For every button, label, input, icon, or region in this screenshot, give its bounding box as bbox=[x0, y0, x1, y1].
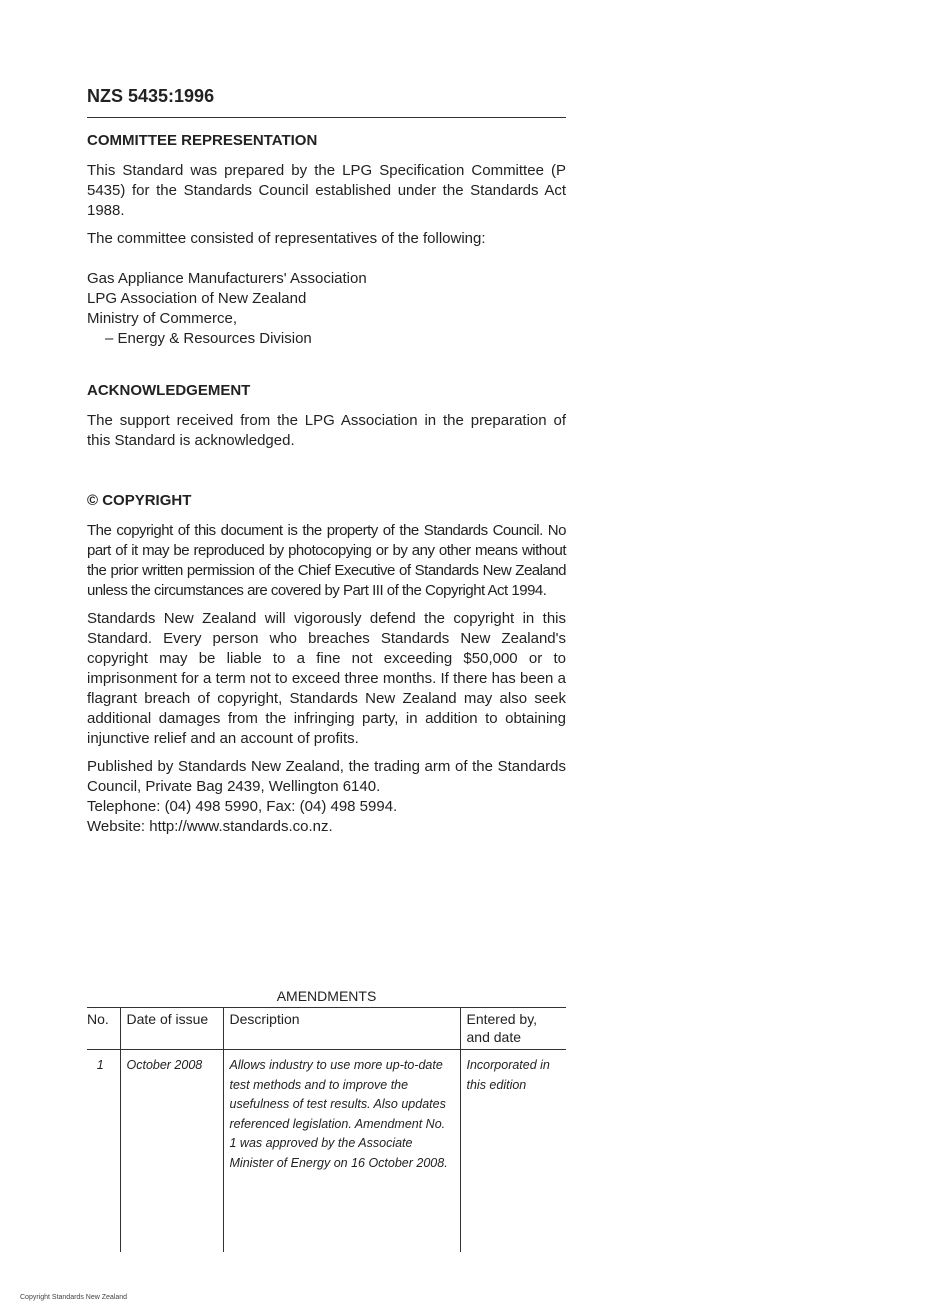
committee-paragraph-2: The committee consisted of representatives of the following: bbox=[87, 230, 486, 247]
acknowledgement-heading: ACKNOWLEDGEMENT bbox=[87, 382, 251, 399]
table-row bbox=[87, 1050, 566, 1253]
column-header-no: No. bbox=[87, 1008, 120, 1050]
committee-org-list bbox=[87, 269, 566, 349]
amendments-table bbox=[87, 1007, 566, 1252]
acknowledgement-section bbox=[87, 381, 566, 451]
copyright-paragraph-1: The copyright of this document is the property of the Standards Council. No part of it may be reproduced by photocopying or by any other means without the prior written permission of the Chief Executive of Standards New Zealand unless the circumstances are covered by Part III of the Copyright Act 1994. bbox=[87, 522, 566, 599]
amendments-header-row bbox=[87, 1008, 566, 1050]
copyright-footer: Copyright Standards New Zealand bbox=[20, 1294, 128, 1301]
copyright-section bbox=[87, 491, 566, 837]
copyright-heading: © COPYRIGHT bbox=[87, 492, 192, 509]
header-rule bbox=[87, 117, 566, 118]
committee-heading: COMMITTEE REPRESENTATION bbox=[87, 132, 318, 149]
amendment-entered: Incorporated in this edition bbox=[460, 1050, 566, 1253]
standard-code: NZS 5435:1996 bbox=[87, 86, 215, 106]
org-item: LPG Association of New Zealand bbox=[87, 290, 307, 307]
copyright-paragraph-2: Standards New Zealand will vigorously defend the copyright in this Standard. Every person who breaches Standards New Zealand's copyright may be liable to a fine not exceeding $50,000 or to imprisonment for a term not to exceed three months. If there has been a flagrant breach of copyright, Standards New Zealand may also seek additional damages from the infringing party, in addition to obtaining injunctive relief and an account of profits. bbox=[87, 610, 566, 747]
org-item: Gas Appliance Manufacturers' Association bbox=[87, 270, 367, 287]
column-header-date: Date of issue bbox=[120, 1008, 223, 1050]
org-sub-item: – Energy & Resources Division bbox=[105, 330, 312, 347]
column-header-description: Description bbox=[223, 1008, 460, 1050]
org-item: Ministry of Commerce, bbox=[87, 310, 238, 327]
amendment-number: 1 bbox=[96, 1058, 104, 1072]
column-header-entered: Entered by, and date bbox=[460, 1008, 566, 1050]
website-text: Website: http://www.standards.co.nz. bbox=[87, 818, 333, 835]
publisher-block bbox=[87, 757, 566, 837]
amendments-title: AMENDMENTS bbox=[276, 988, 377, 1004]
content-column bbox=[87, 131, 566, 837]
telephone-fax-text: Telephone: (04) 498 5990, Fax: (04) 498 5994. bbox=[87, 798, 398, 815]
committee-section bbox=[87, 131, 566, 349]
amendment-date: October 2008 bbox=[120, 1050, 223, 1253]
committee-paragraph-1: This Standard was prepared by the LPG Specification Committee (P 5435) for the Standards Council established under the Standards Act 1988. bbox=[87, 162, 566, 219]
publisher-text: Published by Standards New Zealand, the trading arm of the Standards Council, Private Bag 2439, Wellington 6140. bbox=[87, 758, 566, 795]
amendment-description: Allows industry to use more up-to-date test methods and to improve the usefulness of test results. Also updates referenced legislation. Amendment No. 1 was approved by the Associate Minister of Energy on 16 October 2008. bbox=[223, 1050, 460, 1253]
acknowledgement-paragraph: The support received from the LPG Association in the preparation of this Standard is acknowledged. bbox=[87, 412, 566, 449]
